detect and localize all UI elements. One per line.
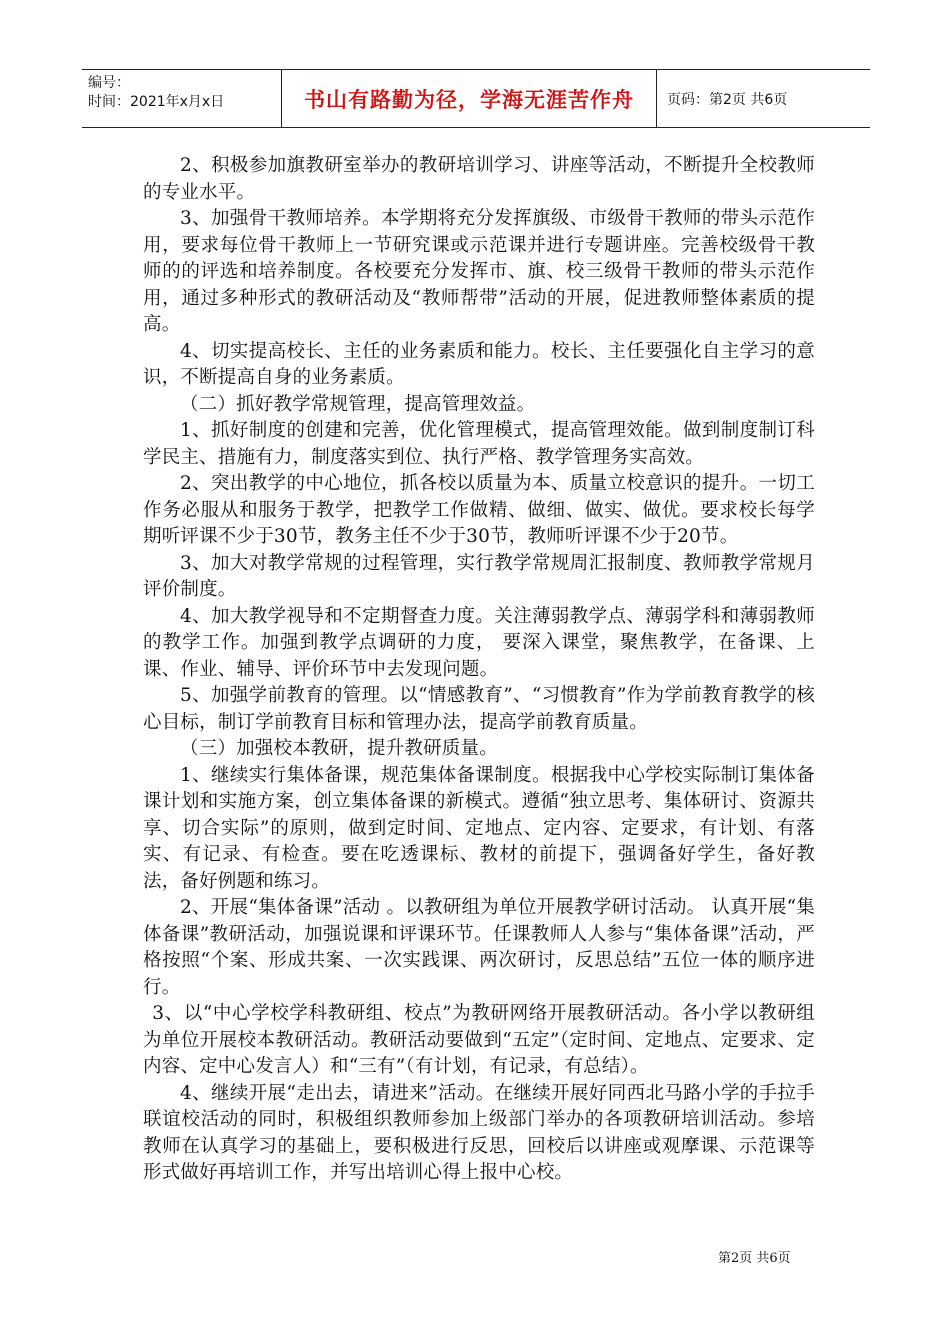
paragraph: 4、切实提高校长、主任的业务素质和能力。校长、主任要强化自主学习的意识，不断提高自身的业务素质。 (143, 340, 815, 388)
document-number-label: 编号： (88, 75, 130, 91)
paragraph: 4、继续开展“走出去，请进来”活动。在继续开展好同西北马路小学的手拉手联谊校活动的同时，积极组织教师参加上级部门举办的各项教研培训活动。参培教师在认真学习的基础上，要积极进行反思，回校后以讲座或观摩课、示范课等形式做好再培训工作，并写出培训心得上报中心校。 (143, 1082, 815, 1183)
header-meta (82, 70, 282, 127)
paragraph: 1、继续实行集体备课，规范集体备课制度。根据我中心学校实际制订集体备课计划和实施方案，创立集体备课的新模式。遵循“独立思考、集体研讨、资源共享、切合实际”的原则，做到定时间、定地点、定内容、定要求，有计划、有落实、有记录、有检查。要在吃透课标、教材的前提下，强调备好学生，备好教法，备好例题和练习。 (143, 764, 815, 892)
paragraph: 2、突出教学的中心地位，抓各校以质量为本、质量立校意识的提升。一切工作务必服从和服务于教学，把教学工作做精、做细、做实、做优。要求校长每学期听评课不少于30节，教务主任不少于30节，教师听评课不少于20节。 (143, 473, 815, 547)
paragraph: 2、积极参加旗教研室举办的教研培训学习、讲座等活动，不断提升全校教师的专业水平。 (143, 155, 815, 203)
document-time-label: 时间：2021年x月x日 (88, 94, 225, 110)
paragraph: 4、加大教学视导和不定期督查力度。关注薄弱教学点、薄弱学科和薄弱教师的教学工作。加强到教学点调研的力度， 要深入课堂，聚焦教学，在备课、上课、作业、辅导、评价环节中去发现问题。 (143, 605, 815, 680)
page-header (82, 69, 870, 128)
paragraph: 3、加强骨干教师培养。本学期将充分发挥旗级、市级骨干教师的带头示范作用，要求每位骨干教师上一节研究课或示范课并进行专题讲座。完善校级骨干教师的的评选和培养制度。各校要充分发挥市、旗、校三级骨干教师的带头示范作用，通过多种形式的教研活动及“教师帮带”活动的开展，促进教师整体素质的提高。 (143, 208, 815, 335)
section-heading: （三）加强校本教研，提升教研质量。 (180, 738, 498, 759)
paragraph: 5、加强学前教育的管理。以“情感教育”、“习惯教育”作为学前教育教学的核心目标，制订学前教育目标和管理办法，提高学前教育质量。 (143, 685, 815, 733)
paragraph: 1、抓好制度的创建和完善，优化管理模式，提高管理效能。做到制度制订科学民主、措施有力，制度落实到位、执行严格、教学管理务实高效。 (143, 420, 815, 468)
document-body (143, 153, 815, 1187)
paragraph: 2、开展“集体备课”活动 。以教研组为单位开展教学研讨活动。 认真开展“集体备课”教研活动，加强说课和评课环节。任课教师人人参与“集体备课”活动，严格按照“个案、形成共案、一次实践课、两次研讨，反思总结”五位一体的顺序进行。 (143, 897, 815, 998)
page-footer: 第2页 共6页 (718, 1251, 791, 1266)
header-motto: 书山有路勤为径，学海无涯苦作舟 (282, 70, 657, 127)
section-heading: （二）抓好教学常规管理，提高管理效益。 (180, 393, 536, 415)
paragraph: 3、加大对教学常规的过程管理，实行教学常规周汇报制度、教师教学常规月评价制度。 (143, 552, 815, 600)
header-page-label: 页码：第2页 共6页 (667, 91, 788, 108)
paragraph: 3、以“中心学校学科教研组、校点”为教研网络开展教研活动。各小学以教研组为单位开展校本教研活动。教研活动要做到“五定”（定时间、定地点、定要求、定内容、定中心发言人）和“三有”（有计划，有记录，有总结）。 (143, 1003, 815, 1077)
